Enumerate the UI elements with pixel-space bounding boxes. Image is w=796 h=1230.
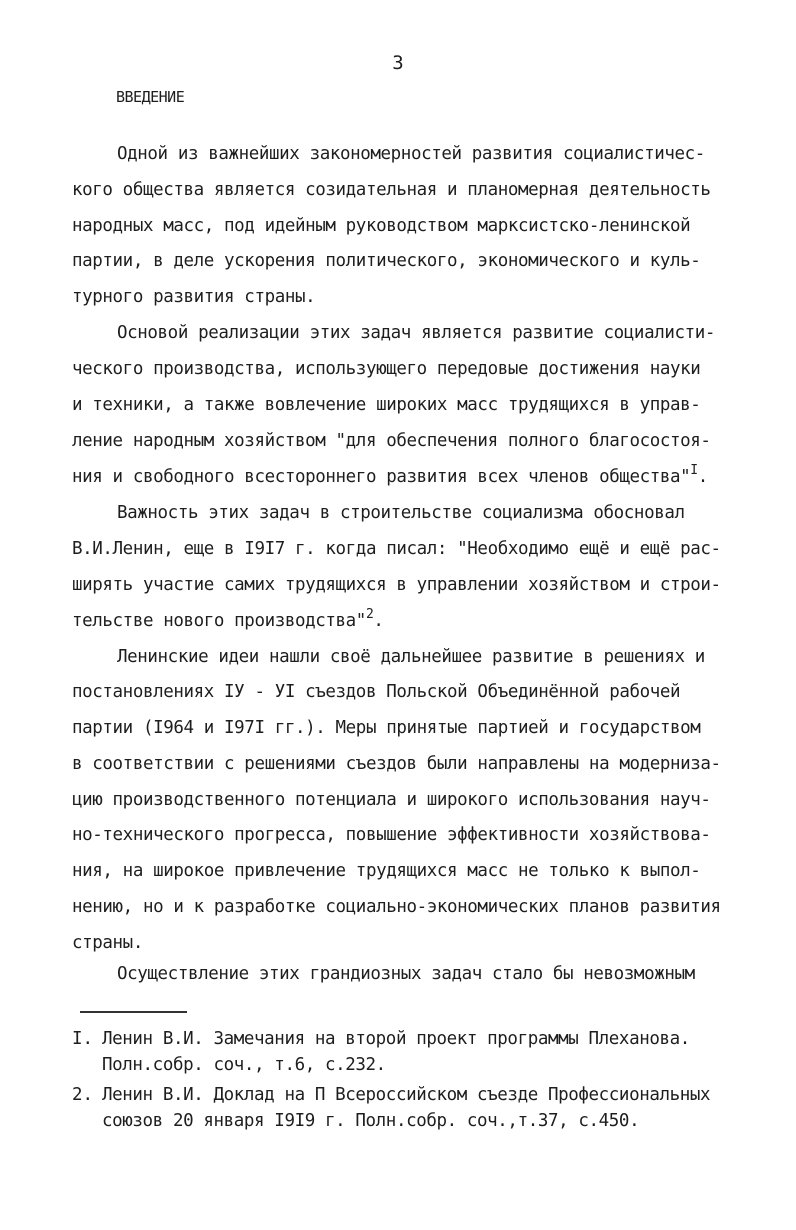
body-line-tail: . bbox=[373, 611, 384, 631]
footnote-line: Ленин В.И. Замечания на второй проект программы Плеханова. bbox=[102, 1029, 690, 1049]
body-line bbox=[117, 645, 796, 669]
body-line bbox=[72, 465, 762, 489]
body-line-text: постановлениях IУ - УI съездов Польской Объединённой рабочей bbox=[72, 682, 681, 702]
body-line bbox=[72, 823, 762, 847]
body-line-text: Основой реализации этих задач является развитие социалисти- bbox=[117, 323, 716, 343]
body-line-text: ния и свободного всестороннего развития всех членов общества" bbox=[72, 467, 691, 487]
footnote-line: Ленин В.И. Доклад на П Всероссийском съезде Профессиональных bbox=[102, 1085, 711, 1105]
body-line bbox=[117, 962, 796, 986]
body-line-text: турного развития страны. bbox=[72, 287, 316, 307]
body-line-text: страны. bbox=[72, 933, 143, 953]
body-line bbox=[72, 249, 762, 273]
body-line-text: партии (I964 и I97I гг.). Меры принятые партией и государством bbox=[72, 718, 701, 738]
body-line-text: Важность этих задач в строительстве социализма обосновал bbox=[117, 503, 685, 523]
body-line bbox=[72, 680, 762, 704]
body-line bbox=[72, 788, 762, 812]
section-heading: ВВЕДЕНИЕ bbox=[116, 88, 185, 106]
footnote-line: Полн.собр. соч., т.6, с.232. bbox=[102, 1055, 386, 1075]
body-line-text: Ленинские идеи нашли своё дальнейшее развитие в решениях и bbox=[117, 647, 705, 667]
body-line bbox=[72, 716, 762, 740]
body-line-text: тельстве нового производства" bbox=[72, 611, 366, 631]
page-number: 3 bbox=[392, 52, 404, 74]
body-line-text: В.И.Ленин, еще в I9I7 г. когда писал: "Необходимо ещё и ещё рас- bbox=[72, 539, 721, 559]
footnote-ref: I bbox=[690, 463, 698, 478]
body-line-text: и техники, а также вовлечение широких масс трудящихся в управ- bbox=[72, 395, 701, 415]
footnote-divider bbox=[80, 1011, 187, 1013]
body-line-text: Одной из важнейших закономерностей развития социалистичес- bbox=[117, 144, 705, 164]
body-line bbox=[72, 178, 762, 202]
body-line bbox=[117, 142, 796, 166]
body-line bbox=[72, 537, 762, 561]
body-line bbox=[72, 859, 762, 883]
body-line-text: ния, на широкое привлечение трудящихся масс не только к выпол- bbox=[72, 861, 701, 881]
body-line bbox=[72, 429, 762, 453]
footnote-line: союзов 20 января I9I9 г. Полн.собр. соч.,т.37, с.450. bbox=[102, 1111, 640, 1131]
body-line bbox=[117, 501, 796, 525]
body-line bbox=[72, 752, 762, 776]
body-line bbox=[72, 931, 762, 955]
body-line bbox=[72, 285, 762, 309]
footnote-number: 2. bbox=[72, 1085, 94, 1105]
body-line-text: народных масс, под идейным руководством марксистско-ленинской bbox=[72, 216, 691, 236]
body-line-text: ширять участие самих трудящихся в управлении хозяйством и строи- bbox=[72, 575, 721, 595]
body-line bbox=[72, 393, 762, 417]
body-line-text: нению, но и к разработке социально-экономических планов развития bbox=[72, 897, 721, 917]
body-line-text: ческого производства, использующего передовые достижения науки bbox=[72, 359, 701, 379]
body-line-text: партии, в деле ускорения политического, экономического и куль- bbox=[72, 251, 701, 271]
body-line-text: кого общества является созидательная и планомерная деятельность bbox=[72, 180, 711, 200]
footnote-ref: 2 bbox=[365, 607, 374, 622]
body-line bbox=[72, 895, 762, 919]
body-line-text: Осуществление этих грандиозных задач стало бы невозможным bbox=[117, 964, 695, 984]
body-line bbox=[72, 573, 762, 597]
body-line bbox=[72, 609, 762, 633]
footnote-number: I. bbox=[72, 1029, 94, 1049]
body-line bbox=[117, 321, 796, 345]
body-line-tail: . bbox=[697, 467, 708, 487]
body-line-text: цию производственного потенциала и широкого использования науч- bbox=[72, 790, 711, 810]
body-line bbox=[72, 214, 762, 238]
body-line-text: но-технического прогресса, повышение эффективности хозяйствова- bbox=[72, 825, 711, 845]
body-line bbox=[72, 357, 762, 381]
body-line-text: в соответствии с решениями съездов были направлены на модерниза- bbox=[72, 754, 721, 774]
body-line-text: ление народным хозяйством "для обеспечения полного благосостоя- bbox=[72, 431, 711, 451]
